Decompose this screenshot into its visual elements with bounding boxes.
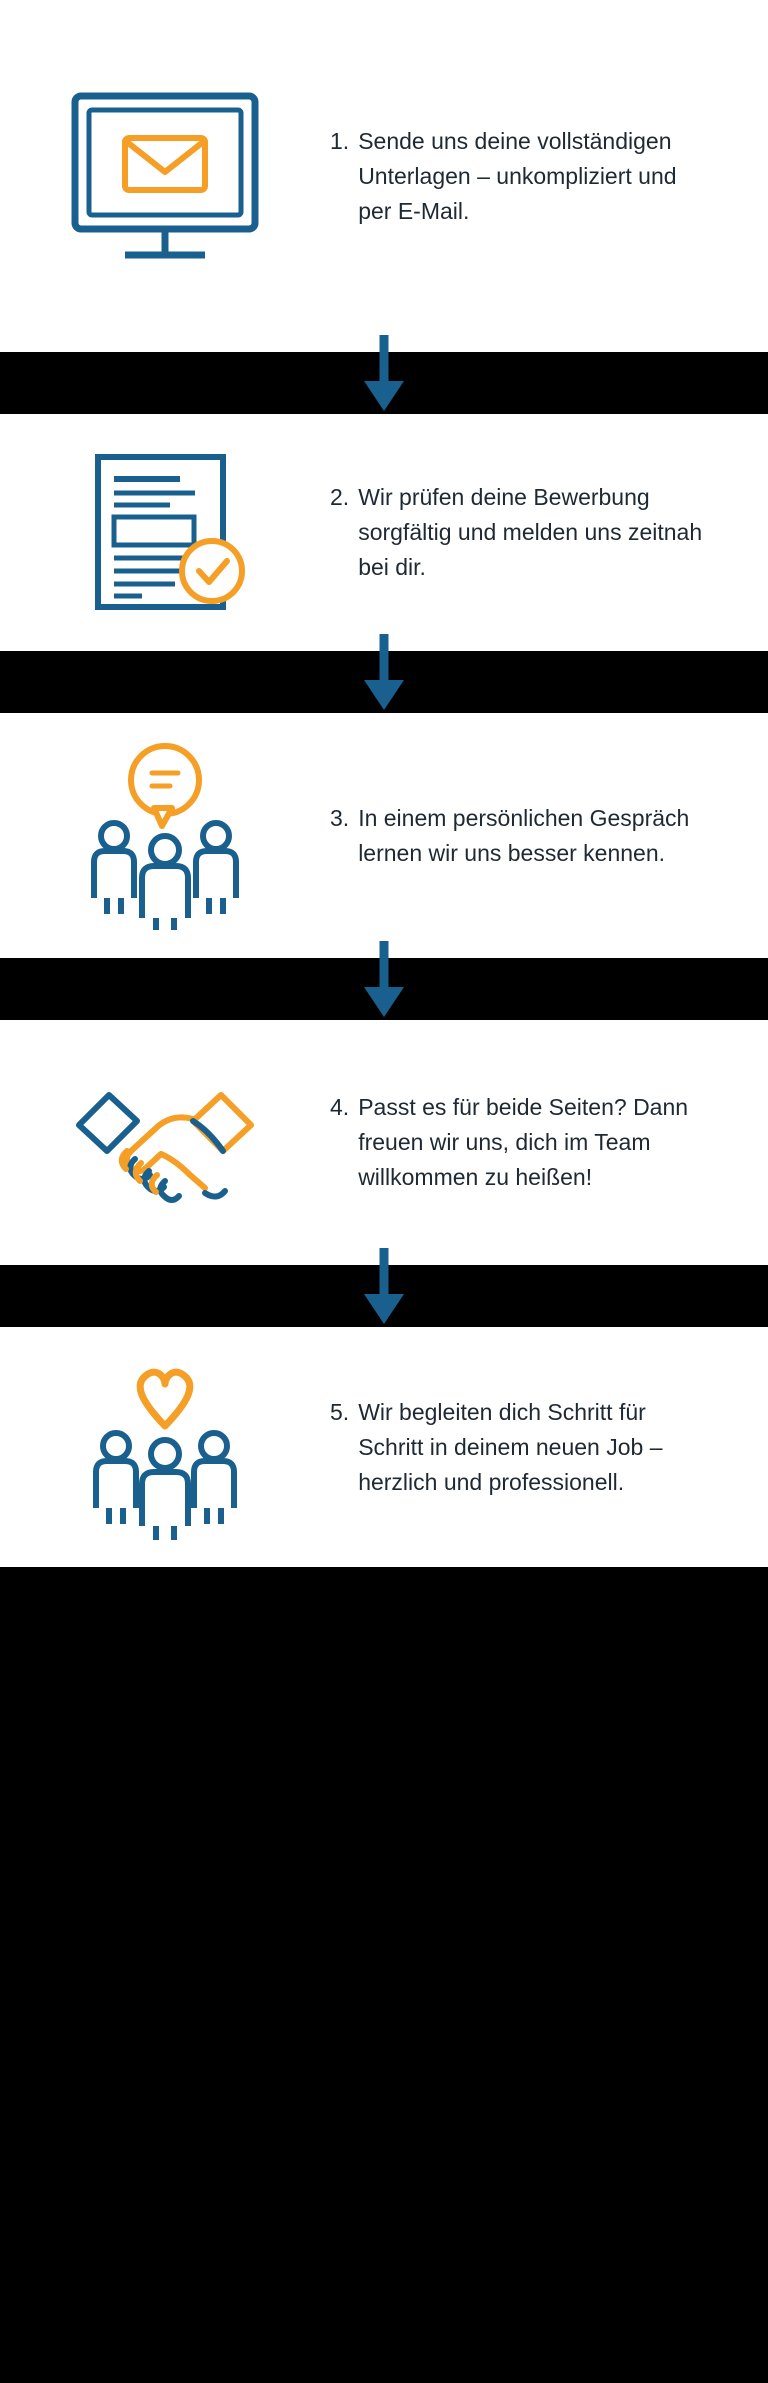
arrow-down-icon — [356, 630, 412, 714]
step-5-text-area — [330, 1395, 768, 1500]
connector-2 — [0, 651, 768, 713]
step-4-text-area — [330, 1090, 768, 1195]
step-4-description: Passt es für beide Seiten? Dann freuen wir uns, dich im Team willkommen zu heißen! — [358, 1094, 689, 1190]
connector-4 — [0, 1265, 768, 1327]
step-4-icon-area — [0, 1063, 330, 1223]
bottom-band — [0, 1567, 768, 1967]
step-5-number: 5. — [330, 1398, 350, 1425]
step-3-text-area — [330, 801, 768, 871]
process-step-1 — [0, 0, 768, 352]
process-step-5 — [0, 1327, 768, 1567]
arrow-down-icon — [356, 937, 412, 1021]
step-3-description: In einem persönlichen Gespräch lernen wir uns besser kennen. — [358, 804, 690, 866]
step-2-description: Wir prüfen deine Bewerbung sorgfältig und melden uns zeitnah bei dir. — [358, 484, 703, 580]
step-3-number: 3. — [330, 804, 350, 831]
step-2-text-area — [330, 480, 768, 585]
process-step-4 — [0, 1020, 768, 1265]
process-step-2 — [0, 414, 768, 651]
step-3-icon-area — [0, 738, 330, 933]
step-1-icon-area — [0, 84, 330, 269]
connector-3 — [0, 958, 768, 1020]
document-check-icon — [70, 445, 260, 620]
step-1-number: 1. — [330, 127, 350, 154]
step-5-description: Wir begleiten dich Schritt für Schritt in deinem neuen Job – herzlich und professionell. — [358, 1398, 663, 1495]
handshake-icon — [65, 1063, 265, 1223]
process-step-3 — [0, 713, 768, 958]
step-2-number: 2. — [330, 484, 350, 510]
connector-1 — [0, 352, 768, 414]
people-chat-bubble-icon — [70, 738, 260, 933]
people-heart-icon — [70, 1350, 260, 1545]
step-2-icon-area — [0, 445, 330, 620]
arrow-down-icon — [356, 1244, 412, 1328]
monitor-envelope-icon — [63, 84, 268, 269]
step-1-description: Sende uns deine vollständigen Unterlagen – unkompliziert und per E-Mail. — [358, 127, 677, 224]
step-1-text-area — [330, 124, 768, 229]
arrow-down-icon — [356, 331, 412, 415]
step-5-icon-area — [0, 1350, 330, 1545]
step-4-number: 4. — [330, 1094, 350, 1120]
